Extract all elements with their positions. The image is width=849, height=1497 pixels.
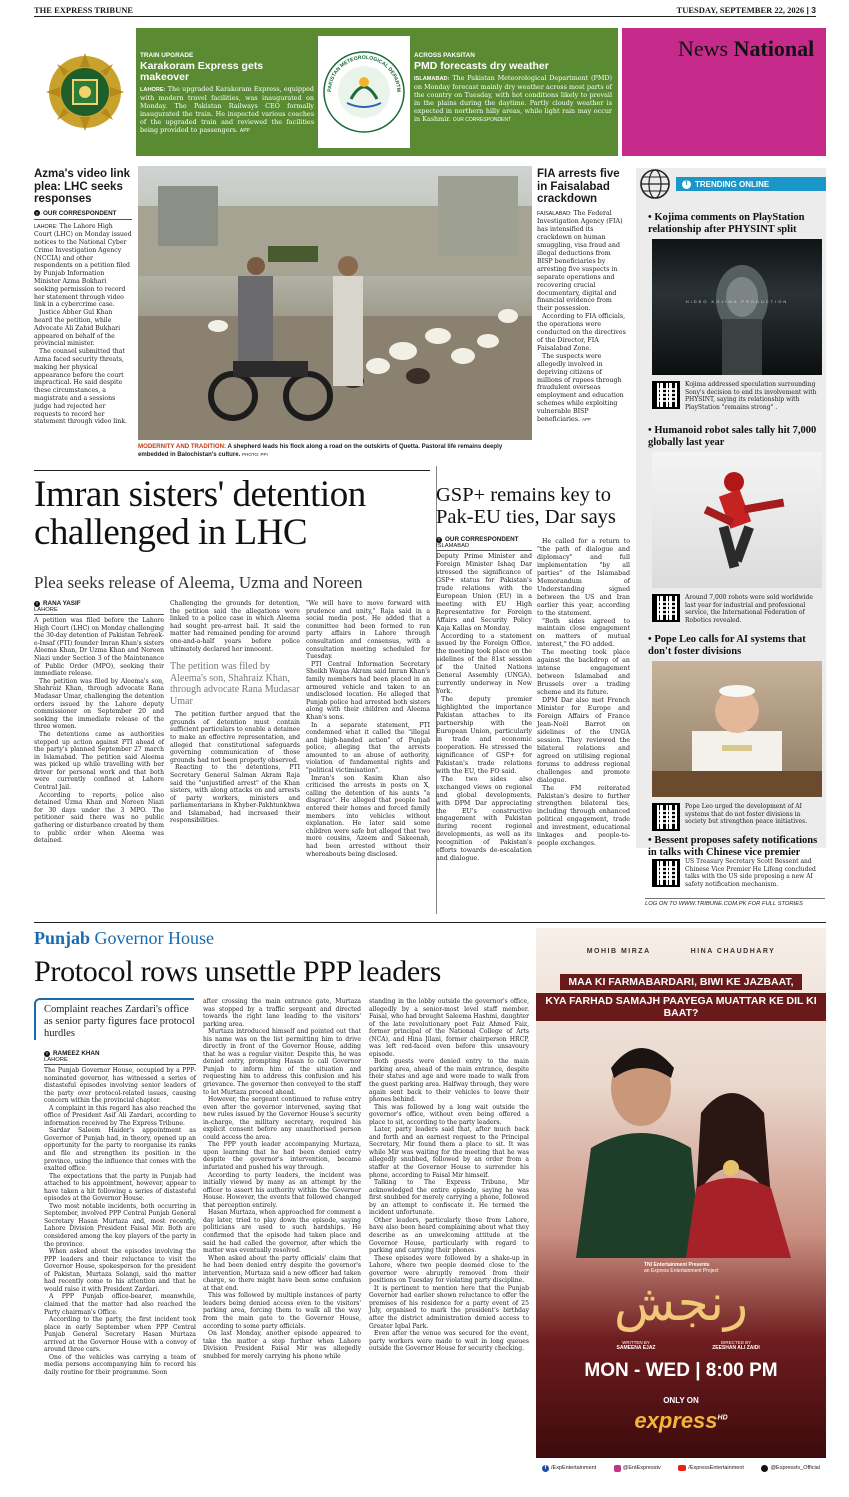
punjab-col2-p1: Murtaza introduced himself and pointed out that his name was on the list permitting him to drive directly in front of the Governor House, adding that he was a regular visitor. Despite this, he was denied entry, prompting Hasan to call Governor Punjab to inform him of the situation and requesting him to address this confusion and his grievance. The governor then conveyed to the staff to let Murtaza proceed ahead. — [203, 1028, 361, 1096]
byline-logo-icon: T — [437, 537, 441, 542]
qr-code-icon[interactable] — [652, 594, 680, 622]
ad-channel-logo: express$^{HD}$ — [634, 1408, 728, 1433]
kojima-image — [652, 239, 822, 375]
tribune-logo-icon: T — [682, 180, 691, 189]
qr-code-icon[interactable] — [652, 381, 680, 409]
imran-col2-p1: The petition further argued that the grounds of detention must contain sufficient particulars to enable a detainee to make an effective representation, and alleged that constitutional safeguards governing communication of those grounds had not been properly observed. — [170, 711, 300, 764]
azma-byline: OUR CORRESPONDENT — [43, 209, 117, 217]
gsp-col2-p2: The meeting took place against the backdrop of an intense engagement between Islamabad and Brussels over a trading scheme and its future. — [537, 649, 630, 697]
punjab-col1-p8: One of the vehicles was carrying a team of media persons accompanying him to record his daily routine for their programme. Soon — [44, 1353, 196, 1376]
punjab-col3-p4: Talking to The Express Tribune, Mir acknowledged the entire episode, saying he was first snubbed for merely carrying a phone, followed by an attempt to confiscate it. He termed the incident unfortunate. — [369, 1179, 529, 1217]
punjab-col1-p3: The expectations that the party in Punjab had attached to his appointment, however, appear to have taken a hit following a series of distasteful episodes at the Governor House. — [44, 1172, 196, 1203]
caption-lead: MODERNITY AND TRADITION: — [138, 443, 227, 450]
punjab-col1-p4: Two most notable incidents, both occurring in September, involved PPP Central Punjab General Secretary Hasan Murtaza and, most recently, Lahore Division President Faisal Mir. Both are considered among the key players of the party in the province. — [44, 1202, 196, 1248]
imran-col-3 — [306, 600, 430, 858]
gsp-col1-p2: The deputy premier highlighted the importance Pakistan attaches to its partnership with the European Union, particularly in trade and economic cooperation. He stressed the significance of GSP+ for Pakistan's trade relations with the EU, the FO said. — [436, 696, 532, 775]
punjab-col1-p6: A PPP Punjab office-bearer, meanwhile, claimed that the matter had also reached the Party chairman's Office. — [44, 1293, 196, 1316]
story-azma — [34, 168, 132, 426]
train-body: The upgraded Karakoram Express, equipped with modern travel facilities, was inaugurated on Monday. The Pakistan Railways CEO formally inaugurated the train. He inspected various coaches of the upgraded train and reviewed the facilities being provided to passengers. — [140, 85, 314, 134]
pmd-logo — [318, 36, 410, 148]
punjab-col1-p2: Sardar Saleem Haider's appointment as Governor of Punjab had, in theory, opened up an opportunity for the party to reorganise its ranks and file and strengthen its position in the province, using the influence that comes with the exalted office. — [44, 1127, 196, 1173]
pmd-body: The Pakistan Meteorological Department (PMD) on Monday forecast mainly dry weather across most parts of the country on Tuesday, with hot conditions likely to prevail in the plains during the daytime. Partly cloudy weather is expected in northern hilly areas, while light rain may occur in Kashmir. — [414, 74, 612, 123]
ad-written-by: SAMEENA EJAZ — [616, 1345, 656, 1351]
imran-byline: RANA YASIF — [43, 600, 81, 607]
masthead: THE EXPRESS TRIBUNE TUESDAY, SEPTEMBER 22, 2026 | 3 — [34, 5, 816, 15]
gsp-col-2 — [537, 538, 630, 848]
story-pmd — [414, 52, 612, 124]
ad-tagline-2: KYA FARHAD SAMAJH PAAYEGA MUATTAR KE DIL KI BAAT? — [536, 993, 826, 1021]
punjab-col2-p4: According to party leaders, the incident was initially viewed by many as an attempt by the officer to assert his authority within the Governor House. However, the events that followed changed that perception entirely. — [203, 1171, 361, 1209]
ad-presents-1: TNI Entertainment Presents — [644, 1262, 710, 1268]
train-category: TRAIN UPGRADE — [140, 52, 194, 59]
punjab-col3-p7: It is pertinent to mention here that the Punjab Governor had earlier shown reluctance to offer the premises of his residence for a party event of 25 July, organised to mark the president's birthday after the district administration denied access to Greater Iqbal Park. — [369, 1284, 529, 1330]
punjab-col3-p6: These episodes were followed by a shake-up in Lahore, where two people deemed close to the governor were abruptly removed from their positions on Tuesday for violating party discipline. — [369, 1254, 529, 1285]
ad-title-urdu: رنجش — [613, 1274, 749, 1332]
gsp-byline: OUR CORRESPONDENT — [445, 536, 519, 543]
gsp-place: ISLAMABAD — [436, 543, 532, 551]
instagram-icon[interactable]: @EntExpresstv — [614, 1465, 661, 1472]
punjab-col-3 — [369, 998, 529, 1353]
ad-directed-by: ZEESHAN ALI ZAIDI — [712, 1345, 760, 1351]
trending-footer[interactable]: LOG ON TO WWW.TRIBUNE.COM.PK FOR FULL STORIES — [645, 898, 825, 907]
byline-logo-icon: T — [35, 210, 39, 216]
ad-actor-2: HINA CHAUDHARY — [690, 948, 776, 955]
story-train — [140, 52, 314, 135]
qr-code-icon[interactable] — [652, 803, 680, 831]
byline-logo-icon: T — [35, 601, 39, 606]
ad-directed-label: DIRECTED BY — [720, 1340, 752, 1345]
fia-dateline: FAISALABAD: — [537, 210, 572, 217]
punjab-col2-p7: This was followed by multiple instances of party leaders being denied access even to the visitors' parking area, forcing them to walk all the way from the main gate to the Governor House, according to some party officials. — [203, 1292, 361, 1330]
railways-logo — [34, 28, 136, 156]
globe-icon — [637, 166, 673, 202]
gsp-col1-p0: Deputy Prime Minister and Foreign Minister Ishaq Dar stressed the significance of GSP+ status for Pakistan's trade relations with the European Union (EU) in a meeting with EU High Representative for Foreign Affairs and Security Policy Kaja Kallas on Monday. — [436, 553, 532, 632]
facebook-icon[interactable]: f /ExpEntertainment — [542, 1465, 596, 1472]
ad-presents-2: an Express Entertainment Project — [644, 1268, 719, 1274]
trending-caption-1: Kojima addressed speculation surrounding Sony's decision to end its involvement with PHYSINT, saying its relationship with PlayStation "remains strong" . — [685, 381, 817, 411]
azma-dateline: LAHORE: — [34, 223, 58, 230]
trending-title: TRENDING ONLINE — [695, 179, 770, 189]
punjab-col3-p3: Later, party leaders said that, after much back and forth and an earnest request to the Principal Secretary, Mir found them a place to sit. It was while Mir was waiting for the meeting that he was allegedly snubbed, followed by an order from a staffer at the Governor House to surrender his phone, according to Faisal Mir himself. — [369, 1126, 529, 1179]
trending-caption-3: Pope Leo urged the development of AI systems that do not foster divisions in society but strengthen peace initiatives. — [685, 803, 808, 826]
imran-col3-p3: Imran's son Kasim Khan also criticised the arrests in posts on X, calling the detention of his aunts "a disgrace". He alleged that people had entered their homes and forced family members into vehicles without explanation. He later said some children were safe but alleged that two more cousins, Azeem and Sakeenah, had been arrested without their whereabouts being disclosed. — [306, 774, 430, 858]
byline-logo-icon: T — [45, 1051, 49, 1056]
fia-body3: The suspects were allegedly involved in depriving citizens of millions of rupees through fraudulent overseas employment and education schemes while exploiting vulnerable BISP beneficiaries. — [537, 352, 624, 424]
imran-col3-p1: PTI Central Information Secretary Sheikh Waqas Akram said Imran Khan's family members had been placed in an armoured vehicle and taken to an undisclosed location. He alleged that Punjab police had arrested both sisters along with their children and Aleema Khan's sons. — [306, 660, 430, 721]
imran-headline: Imran sisters' detention challenged in LHC — [34, 474, 366, 553]
punjab-col1-p7: According to the party, the first incident took place in early September when PPP Central Punjab General Secretary Hasan Murtaza arrived at the Governor House with a convoy of around three cars. — [44, 1316, 196, 1354]
tiktok-icon[interactable]: @Expresstv_Official — [761, 1465, 820, 1472]
punjab-col1-p0: The Punjab Governor House, occupied by a PPP-nominated governor, has witnessed a series of distasteful episodes involving senior leaders of the party over protocol-related issues, causing concern within the provincial chapter. — [44, 1067, 196, 1105]
fia-credit: APP — [582, 417, 592, 423]
punjab-col1-p1: A complaint in this regard has also reached the office of President Asif Ali Zardari, according to information received by The Express Tribune. — [44, 1104, 196, 1127]
punjab-col3-p8: Even after the venue was secured for the event, party workers were made to wait in long queues outside the Governor House for security checking. — [369, 1330, 529, 1353]
trending-title-bar — [676, 177, 826, 191]
robot-image — [652, 452, 822, 588]
punjab-col-2 — [203, 998, 361, 1360]
gsp-col1-p1: According to a statement issued by the Foreign Office, the meeting took place on the sidelines of the 81st session of the United Nations General Assembly (UNGA), currently underway in New York. — [436, 632, 532, 696]
issue-date: TUESDAY, SEPTEMBER 22, 2026 — [676, 5, 805, 15]
section-name: National — [733, 36, 815, 61]
section-flag — [622, 28, 826, 156]
photo-caption — [138, 443, 532, 458]
railways-emblem-icon — [44, 51, 126, 133]
section-news: News — [678, 36, 729, 61]
pmd-headline: PMD forecasts dry weather — [414, 60, 549, 72]
ad-rnjish[interactable] — [536, 928, 826, 1458]
imran-col-1 — [34, 600, 164, 845]
punjab-col3-p5: Other leaders, particularly those from Lahore, have also been heard complaining about what they describe as an unwelcoming attitude at the Governor House, particularly with regard to parking and carrying their phones. — [369, 1216, 529, 1255]
imran-col2-p0: Challenging the grounds for detention, the petition said the allegations were linked to a police case in which Aleema had sought pre-arrest bail. It said the matter had remained pending for around one-and-a-half years before police ultimately declared her innocent. — [170, 600, 300, 653]
youtube-icon[interactable]: /ExpressEntertainment — [678, 1465, 744, 1471]
imran-col3-p0: "We will have to move forward with prudence and unity," Raja said in a social media post. He added that a committee had been formed to run party affairs in Lahore through consultation and consensus, with a consultation meeting scheduled for Tuesday. — [306, 600, 430, 661]
trending-headline-1[interactable]: • Kojima comments on PlayStation relationship after PHYSINT split — [648, 212, 805, 235]
punjab-deck: Complaint reaches Zardari's office as senior party figures face protocol hurdles — [44, 1004, 195, 1039]
ad-actor-1: MOHIB MIRZA — [586, 948, 651, 955]
gsp-col1-p3: The two sides also exchanged views on regional and global developments, with DPM Dar appreciating the EU's constructive engagement with Pakistan during recent regional developments, as well as its recognition of Pakistan's efforts towards de-escalation and dialogue. — [436, 775, 532, 863]
punjab-col3-p2: This was followed by a long wait outside the governor's office, without even being offered a place to sit, according to the party leaders. — [369, 1103, 529, 1126]
punjab-col2-p5: Hasan Murtaza, when approached for comment a day later, tried to play down the episode, saying politicians are used to such hardships. He confirmed that the episode had taken place and said he had called the governor, after which the matter was eventually resolved. — [203, 1209, 361, 1255]
imran-col1-p0: A petition was filed before the Lahore High Court (LHC) on Monday challenging the 30-day detention of Pakistan Tehreek-e-Insaf (PTI) founder Imran Khan's sisters Aleema Khan, Dr Uzma Khan and Noreen Niazi under Section 3 of the Maintenance of Public Order (MPO), seeking their immediate release. — [34, 617, 165, 678]
azma-body1: The Lahore High Court (LHC) on Monday issued notices to the National Cyber Crime Investigation Agency (NCCIA) and other respondents on a petition filed by Punjab Information Minister Azma Bokhari seeking permission to record her statement through video link in a cybercrime case. — [34, 222, 132, 309]
imran-col2-p2: Reacting to the detentions, PTI Secretary General Salman Akram Raja said the "unjustified arrest" of the Khan sisters, with along attacks on and arrests of party workers, ministers and parliamentarians in Khyber-Pakhtunkhwa and Islamabad, had increased their responsibilities. — [170, 764, 300, 825]
ad-only-on: ONLY ON — [663, 1396, 699, 1405]
qr-code-icon[interactable] — [652, 859, 680, 887]
pope-image — [652, 661, 822, 797]
gsp-col2-p0: He called for a return to "the path of dialogue and diplomacy" and full implementation "by all parties" of the Islamabad Memorandum of Understanding signed between the US and Iran earlier this year, according to the statement. — [537, 538, 630, 617]
punjab-byline: RAMEEZ KHAN — [53, 1050, 100, 1057]
imran-col1-p1: The petition was filed by Aleema's son, Shahraiz Khan, through advocate Rana Mudasar Umar, challenging the detention orders issued by the Lahore deputy commissioner on September 20 and seeking the immediate release of the three women. — [34, 677, 164, 731]
trending-headline-2[interactable]: • Humanoid robot sales tally hit 7,000 globally last year — [648, 425, 817, 448]
train-credit: APP — [239, 128, 250, 134]
punjab-col2-p2: However, the sergeant continued to refuse entry even after the governor intervened, saying that new rules issued by the Governor House's security in-charge, the military secretary, required his explicit consent before any unauthorised person could access the area. — [203, 1096, 361, 1141]
gsp-col2-p3: DPM Dar also met French Minister for Europe and Foreign Affairs of France Jean-Noël Barrot on sidelines of the UNGA session. They reviewed the bilateral relations and agreed on utilising regional forums to address regional challenges and promote dialogue. — [537, 697, 630, 784]
imran-col3-p2: In a separate statement, PTI condemned what it called the "illegal and high-handed action" of Punjab police, alleging that the arrests amounted to an abuse of authority, violation of fundamental rights and "political victimisation". — [306, 721, 430, 775]
pmd-category: ACROSS PAKSITAN — [414, 52, 475, 59]
ad-couple-photo — [536, 1018, 826, 1258]
gsp-col-1 — [436, 536, 532, 863]
ad-social-bar — [536, 1460, 826, 1476]
pmd-dateline: ISLAMABAD: — [414, 76, 450, 82]
imran-pullquote: The petition was filed by Aleema's son, Shahraiz Khan, through advocate Rana Mudasar Umar — [170, 661, 300, 707]
punjab-col2-p8: On last Monday, another episode appeared to take the matter a step further when Lahore Division President Faisal Mir was allegedly snubbed for merely carrying his phone while — [203, 1330, 361, 1360]
punjab-kicker: Punjab Governor House — [34, 928, 215, 948]
imran-col1-p2: The detentions came as authorities stepped up action against PTI ahead of the party's planned September 27 march in Islamabad. The petition said Aleema was picked up while travelling with her driver for personal work and that both were currently confined at Lahore Central Jail. — [34, 730, 164, 792]
gsp-headline: GSP+ remains key to Pak-EU ties, Dar says — [436, 484, 616, 528]
azma-body2: Justice Abher Gul Khan heard the petition, while Advocate Ali Zahid Bukhari appeared on behalf of the provincial minister. — [34, 309, 121, 348]
caption-text: A shepherd leads his flock along a road on the outskirts of Quetta. Pastoral life remains deeply embedded in Balochistan's culture. — [138, 443, 503, 458]
pmd-credit: OUR CORRESPONDENT — [452, 117, 512, 123]
punjab-col1-p5: When asked about the episodes involving the PPP leaders and their reluctance to visit the Governor House, spokesperson for the president of Pakistan, Murtaza Solangi, said the matter had recently come to his attention and that he would raise it with President Zardari. — [44, 1248, 196, 1293]
trending-caption-4: US Treasury Secretary Scott Bessent and Chinese Vice Premier He Lifeng concluded talks with the US side proposing a new AI safety notification mechanism. — [685, 858, 816, 888]
imran-subhead: Plea seeks release of Aleema, Uzma and Noreen — [34, 573, 363, 592]
shepherd-photo — [138, 166, 532, 440]
ad-tagline-1: MAA KI FARMABARDARI, BIWI KE JAZBAAT, — [560, 974, 801, 990]
trending-headline-4[interactable]: • Bessent proposes safety notifications in talks with Chinese vice premier — [648, 835, 818, 858]
azma-headline: Azma's video link plea: LHC seeks responses — [34, 168, 131, 205]
gsp-col2-p1: "Both sides agreed to maintain close engagement on matters of mutual interest," the FO added. — [537, 617, 630, 649]
train-headline: Karakoram Express gets makeover — [140, 60, 264, 83]
punjab-col3-p1: Both guests were denied entry to the main parking area, ahead of the main entrance, despite their status and age and were made to walk from the guest parking area. Halfway through, they were again sent back to their vehicles to leave their phones behind. — [369, 1058, 529, 1104]
trending-caption-2: Around 7,000 robots were sold worldwide last year for industrial and professional service, the International Federation of Robotics revealed. — [685, 594, 813, 624]
ad-schedule: MON - WED | 8:00 PM — [584, 1360, 778, 1381]
ad-hd-badge: HD — [717, 1414, 728, 1422]
train-dateline: LAHORE: — [140, 87, 166, 93]
kojima-image-text: HIDEO KOJIMA PRODUCTION — [685, 299, 789, 304]
imran-col1-p3: According to reports, police also detained Uzma Khan and Noreen Niazi for 30 days under the 3 MPO. The petitioner said there was no public gathering or disturbance created by them to public order when Aleema was detained. — [34, 791, 164, 845]
ad-written-label: WRITTEN BY — [622, 1340, 650, 1345]
punjab-place: LAHORE — [44, 1057, 196, 1065]
punjab-col2-p3: The PPP youth leader accompanying Murtaza, upon learning that he had been denied entry despite the governor's intervention, became infuriated and pushed his way through. — [203, 1141, 361, 1172]
punjab-col-1 — [44, 1050, 196, 1376]
punjab-col3-p0: standing in the lobby outside the governor's office, allegedly by a senior-most level staff member. Faisal, who had brought Saleema Hashmi, daughter of the late revolutionary poet Faiz Ahmed Faiz, former principal of the National College of Arts (NCA), and Hina Jilani, former chairperson HRCP, was left red-faced even before this unsavoury episode. — [369, 998, 529, 1058]
gsp-col2-p4: The FM reiterated Pakistan's desire to further strengthen bilateral ties, including through enhanced political engagement, trade and investment, educational linkages and people-to-people exchanges. — [537, 784, 630, 848]
pmd-logo-text: PAKISTAN METEOROLOGICAL DEPARTM — [326, 54, 402, 93]
story-fia — [537, 168, 627, 424]
paper-name: THE EXPRESS TRIBUNE — [34, 5, 134, 15]
azma-body3: The counsel submitted that Azma faced security threats, making her physical appearance before the court impractical. He said despite these circumstances, a magistrate and a sessions judge had rejected her requests to record her statement through video link. — [34, 348, 127, 426]
imran-col-2 — [170, 600, 300, 825]
fia-body2: According to FIA officials, the operations were conducted on the directives of the Director, FIA Faisalabad Zone. — [537, 313, 626, 352]
punjab-headline: Protocol rows unsettle PPP leaders — [34, 955, 441, 988]
fia-body1: The Federal Investigation Agency (FIA) has intensified its crackdown on human smuggling, visa fraud and illegal deductions from BISP beneficiaries by arresting five suspects in separate operations and recovering crucial documentary, digital and financial evidence from their possession. — [537, 209, 623, 313]
fia-headline: FIA arrests five in Faisalabad crackdown — [537, 168, 620, 205]
imran-place: LAHORE — [34, 607, 164, 615]
trending-headline-3[interactable]: • Pope Leo calls for AI systems that don't foster divisions — [648, 634, 806, 657]
punjab-col2-p6: When asked about the party officials' claim that he had been denied entry despite the governor's intervention, Murtaza said a new officer had taken charge, so there might have been some confusion at that end. — [203, 1254, 361, 1292]
caption-credit: PHOTO: PPI — [242, 451, 268, 457]
page-number: 3 — [811, 5, 816, 15]
pmd-emblem-icon — [321, 49, 407, 135]
punjab-col2-p0: after crossing the main entrance gate, Murtaza was stopped by a traffic sergeant and directed towards the right lane leading to the visitors' parking area. — [203, 998, 361, 1028]
